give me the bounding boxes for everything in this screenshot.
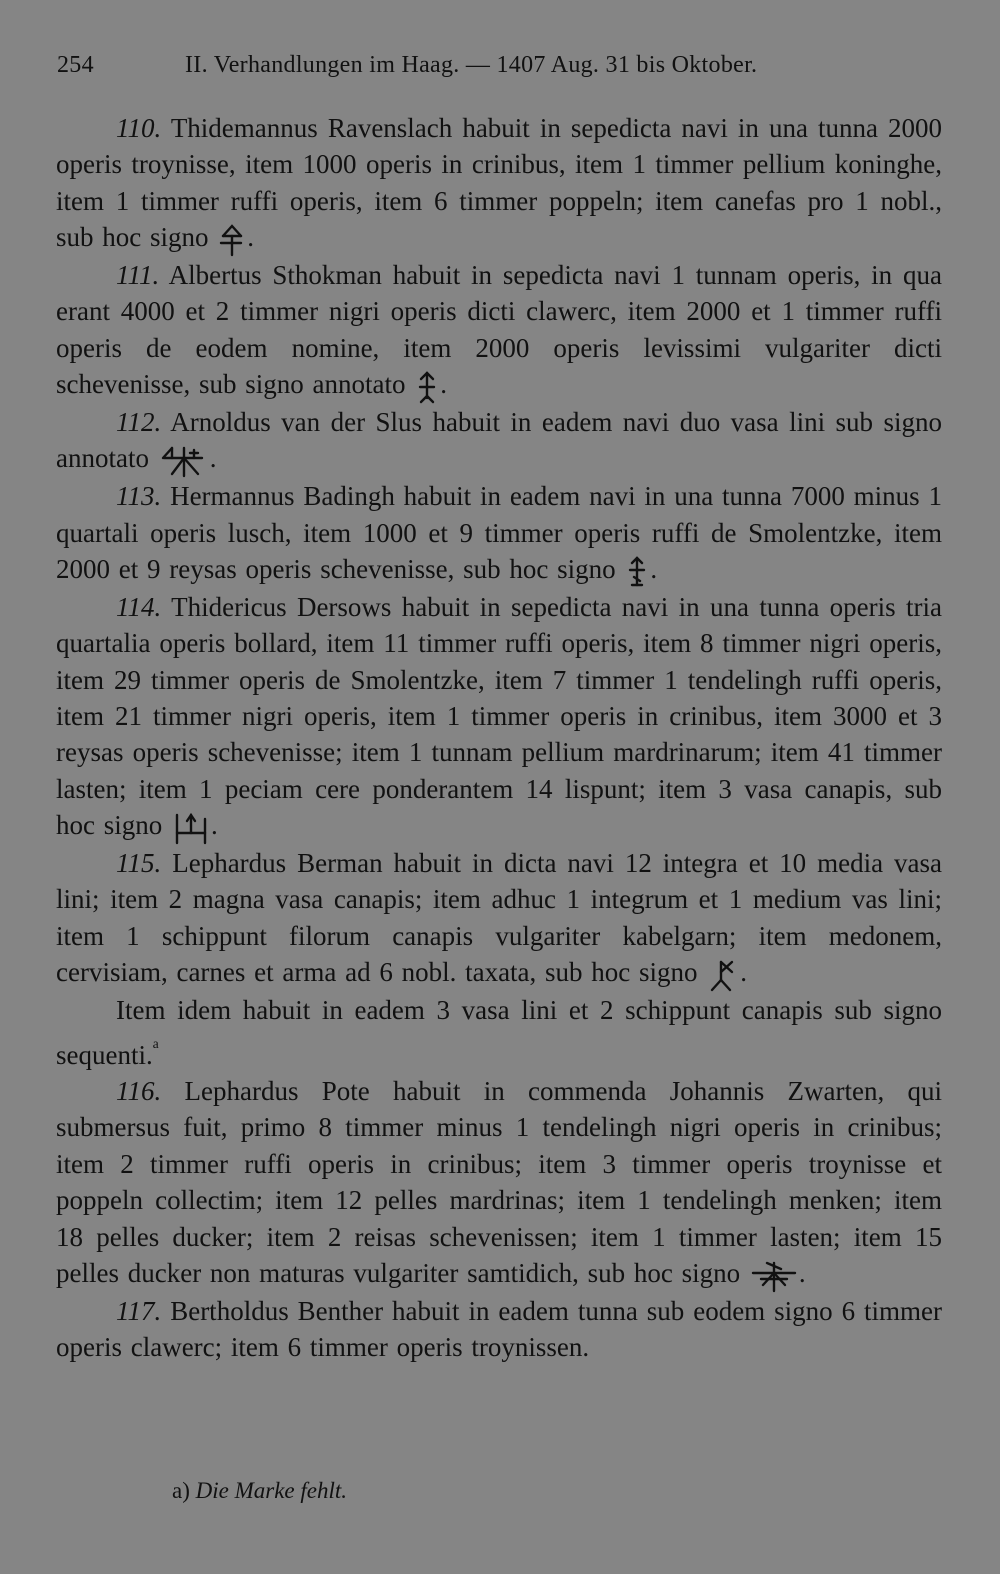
- entry-number: 112.: [116, 407, 162, 438]
- entry-text: Thidemannus Ravenslach habuit in sepedicta navi in una tunna 2000 operis troynisse, item 1000 operis in crinibus, item 1 timmer pellium koninghe, item 1 timmer ruffi operis, item 6 timmer poppeln; item canefas pro 1 nobl., sub hoc signo: [56, 113, 942, 253]
- entry-114: [56, 589, 942, 845]
- entry-end: .: [650, 554, 658, 585]
- entry-text: Lephardus Berman habuit in dicta navi 12 integra et 10 media vasa lini; item 2 magna vasa canapis; item adhuc 1 integrum et 1 medium vas lini; item 1 schippunt filorum canapis vulgariter kabelgarn; item medonem, cervisiam, carnes et arma ad 6 nobl. taxata, sub hoc signo: [56, 848, 943, 988]
- entry-end: .: [211, 810, 218, 841]
- entry-number: 115.: [116, 848, 162, 879]
- entry-text: Item idem habuit in eadem 3 vasa lini et 2 schippunt canapis sub signo sequenti.: [56, 995, 942, 1070]
- merchant-mark-icon: [219, 223, 245, 257]
- footnote-text: Die Marke fehlt.: [195, 1478, 347, 1503]
- entry-text: Arnoldus van der Slus habuit in eadem navi duo vasa lini sub signo annotato: [56, 407, 943, 474]
- entry-end: .: [209, 443, 217, 474]
- entry-end: .: [740, 957, 748, 988]
- entry-number: 116.: [116, 1075, 162, 1106]
- header-title: II. Verhandlungen im Haag. — 1407 Aug. 31 bis Oktober.: [185, 52, 758, 78]
- entry-end: .: [798, 1257, 806, 1288]
- entry-text: Lephardus Pote habuit in commenda Johannis Zwarten, qui submersus fuit, primo 8 timmer minus 1 tendelingh nigri operis in crinibus; item 2 timmer ruffi operis in crinibus; item 3 timmer operis troynisse et poppeln collectim; item 12 pelles mardrinas; item 1 tendelingh menken; item 18 pelles ducker; item 2 reisas schevenissen; item 1 timmer lasten; item 15 pelles ducker non maturas vulgariter samtidich, sub hoc signo: [56, 1075, 943, 1288]
- entry-text: Thidericus Dersows habuit in sepedicta navi in una tunna operis tria quartalia operis bollard, item 11 timmer ruffi operis, item 8 timmer nigri operis, item 29 timmer operis de Smolentzke, item 7 timmer 1 tendelingh ruffi operis, item 21 timmer nigri operis, item 1 timmer operis in crinibus, item 3000 et 3 reysas operis schevenisse; item 1 tunnam pellium mardrinarum; item 41 timmer lasten; item 1 peciam cere ponderantem 14 lispunt; item 3 vasa canapis, sub hoc signo: [56, 591, 942, 841]
- merchant-mark-icon: [708, 958, 738, 992]
- entry-text: Albertus Sthokman habuit in sepedicta navi 1 tunnam operis, in qua erant 4000 et 2 timmer nigri operis dicti clawerc, item 2000 et 1 timmer ruffi operis de eodem nomine, item 2000 operis levissimi vulgariter dicti schevenisse, sub signo annotato: [56, 260, 942, 400]
- merchant-mark-icon: [160, 444, 208, 478]
- entry-end: .: [247, 222, 254, 253]
- entry-113: [56, 478, 942, 589]
- running-header: [57, 52, 947, 79]
- entry-number: 113.: [116, 481, 162, 512]
- entry-text: Bertholdus Benther habuit in eadem tunna sub eodem signo 6 timmer operis clawerc; item 6 timmer operis troynissen.: [56, 1295, 943, 1363]
- merchant-mark-icon: [173, 811, 209, 845]
- footnote-label: a): [172, 1478, 190, 1503]
- entry-112: [56, 404, 942, 478]
- entry-end: .: [440, 369, 447, 400]
- entry-number: 111.: [116, 260, 160, 291]
- main-text: [56, 110, 942, 1366]
- merchant-mark-icon: [626, 555, 648, 589]
- footnote-ref: ᵃ: [152, 1033, 159, 1059]
- entry-text: Hermannus Badingh habuit in eadem navi in una tunna 7000 minus 1 quartali operis lusch, item 1000 et 9 timmer operis ruffi de Smolentzke, item 2000 et 9 reysas operis schevenisse, sub hoc signo: [56, 481, 942, 585]
- entry-110: [56, 110, 942, 257]
- merchant-mark-icon: [751, 1259, 797, 1293]
- entry-number: 110.: [116, 113, 162, 143]
- entry-115-addendum: [56, 992, 942, 1073]
- entry-116: [56, 1073, 942, 1293]
- page-number: 254: [57, 52, 94, 78]
- entry-115: [56, 845, 942, 992]
- footnote: [172, 1478, 347, 1504]
- merchant-mark-icon: [416, 370, 438, 404]
- entry-111: [56, 257, 942, 404]
- entry-number: 117.: [116, 1295, 162, 1326]
- entry-number: 114.: [116, 591, 162, 622]
- entry-117: [56, 1293, 942, 1366]
